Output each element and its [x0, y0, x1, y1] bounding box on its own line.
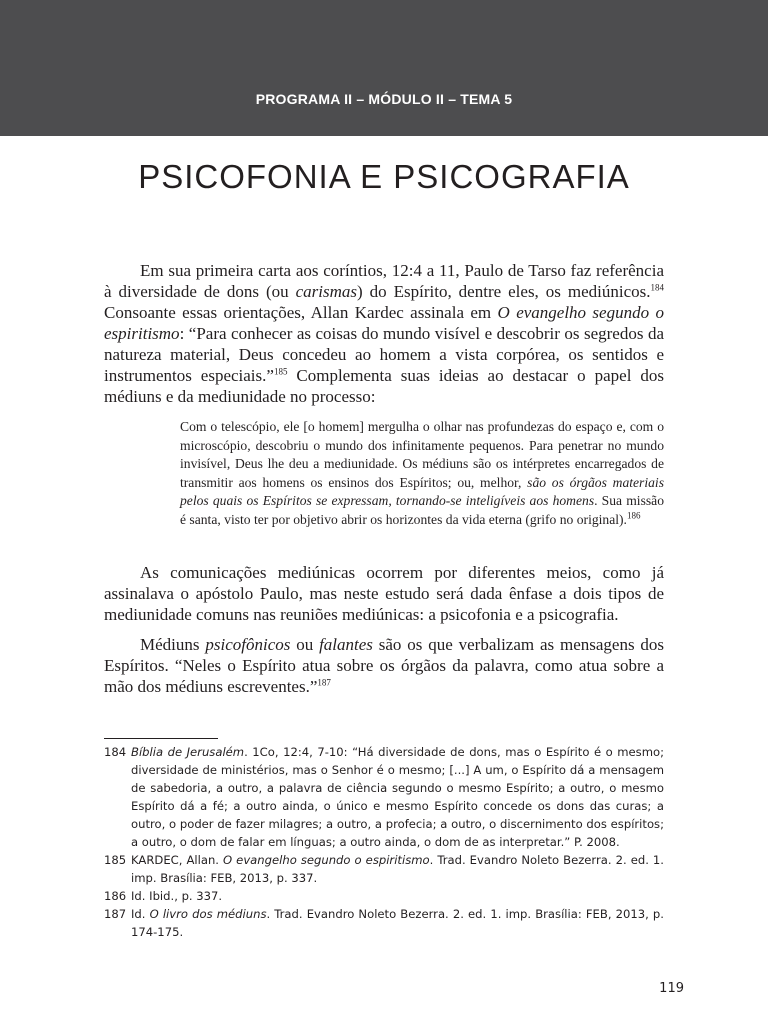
footnote-184: 184 Bíblia de Jerusalém. 1Co, 12:4, 7-10: “Há diversidade de dons, mas o Espírito é o mesmo; diversidade de ministérios, mas o Senhor é o mesmo; [...] A um, o Espírito dá a mensagem de sabedoria, a outro, a palavra de ciência segundo o mesmo Espírito; a outro, o mesmo Espírito dá a fé; a outro ainda, o único e mesmo Espírito concede os dons das curas; a outro, o poder de fazer milagres; a outro, a profecia; a outro, o discernimento dos espíritos; a outro, o dom de falar em línguas; a outro ainda, o dom de as interpretar.” P. 2008.: [104, 745, 664, 849]
footnote-separator: [104, 738, 218, 739]
footnote-number: 185: [104, 853, 127, 867]
page-number: 119: [659, 981, 684, 996]
footnote-187: 187 Id. O livro dos médiuns. Trad. Evandro Noleto Bezerra. 2. ed. 1. imp. Brasília: FEB, 2013, p. 174-175.: [104, 907, 664, 939]
footnote-number: 184: [104, 745, 127, 759]
paragraph-1: Em sua primeira carta aos coríntios, 12:4 a 11, Paulo de Tarso faz referência à diversidade de dons (ou carismas) do Espírito, dentre eles, os mediúnicos.$^{184}$ Consoante essas orientações, Allan Kardec assinala em O evangelho segundo o espiritismo: “Para conhecer as coisas do mundo visível e descobrir os segredos da natureza material, Deus concedeu ao homem a vista corpórea, os sentidos e instrumentos especiais.”$^{185}$ Complementa suas ideias ao destacar o papel dos médiuns e da mediunidade no processo:: [104, 261, 665, 406]
footnote-ref-184: 184: [650, 282, 665, 293]
footnote-ref-185: 185: [273, 366, 288, 377]
paragraph-3-block: [104, 634, 664, 697]
footnote-ref-186: 186: [626, 509, 641, 520]
footnote-number: 187: [104, 907, 127, 921]
page-title: PSICOFONIA E PSICOGRAFIA: [138, 158, 630, 195]
main-body: [104, 260, 664, 407]
footnote-186: 186 Id. Ibid., p. 337.: [104, 889, 223, 903]
footnotes: [104, 743, 664, 941]
footnote-ref-187: 187: [317, 677, 331, 688]
paragraph-2-block: [104, 562, 664, 625]
running-header: PROGRAMA II – MÓDULO II – TEMA 5: [255, 91, 513, 107]
page-header-band: [0, 0, 768, 136]
paragraph-2: As comunicações mediúnicas ocorrem por diferentes meios, como já assinalava o apóstolo Paulo, mas neste estudo será dada ênfase a dois tipos de mediunidade comuns nas reuniões mediúnicas: a psicofonia e a psicografia.: [104, 563, 664, 624]
block-quote: Com o telescópio, ele [o homem] mergulha o olhar nas profundezas do espaço e, com o microscópio, descobriu o mundo dos infinitamente pequenos. Para penetrar no mundo invisível, Deus lhe deu a mediunidade. Os médiuns são os intérpretes encarregados de transmitir aos homens os ensinos dos Espíritos; ou, melhor, são os órgãos materiais pelos quais os Espíritos se expressam, tornando-se inteligíveis aos homens. Sua missão é santa, visto ter por objetivo abrir os horizontes da vida eterna (grifo no original).$^{186}$: [180, 419, 664, 527]
footnote-185: 185 KARDEC, Allan. O evangelho segundo o espiritismo. Trad. Evandro Noleto Bezerra. 2. ed. 1. imp. Brasília: FEB, 2013, p. 337.: [104, 853, 664, 885]
paragraph-3: Médiuns psicofônicos ou falantes são os que verbalizam as mensagens dos Espíritos. “Neles o Espírito atua sobre os órgãos da palavra, como atua sobre a mão dos médiuns escreventes.”$^{187}$: [104, 635, 665, 696]
footnote-number: 186: [104, 889, 127, 903]
